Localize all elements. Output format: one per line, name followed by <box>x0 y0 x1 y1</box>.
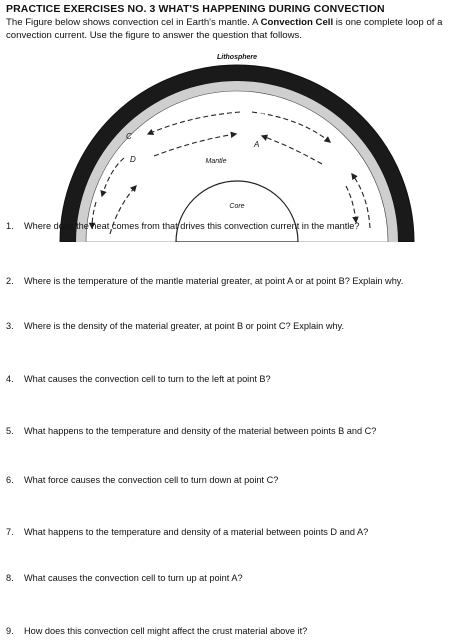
intro-text-1: The Figure below shows convection cel in Earth's mantle. A <box>6 17 261 28</box>
label-mantle: Mantle <box>205 158 227 165</box>
page-title: PRACTICE EXERCISES NO. 3 WHAT'S HAPPENING DURING CONVECTION <box>6 3 385 15</box>
intro-paragraph <box>6 16 470 42</box>
intro-text-2: is one complete loop of a convection current. Use the figure to answer the question that follows. <box>6 17 443 41</box>
question-6: 6. What force causes the convection cell to turn down at point C? <box>6 475 279 485</box>
label-b: B <box>259 110 265 119</box>
question-2: 2. Where is the temperature of the mantle material greater, at point A or at point B? Explain why. <box>6 276 404 286</box>
question-8: 8. What causes the convection cell to turn up at point A? <box>6 573 243 583</box>
question-3: 3. Where is the density of the material greater, at point B or point C? Explain why. <box>6 321 345 331</box>
label-lithosphere: Lithosphere <box>216 54 258 61</box>
question-5: 5. What happens to the temperature and density of the material between points B and C? <box>6 426 377 436</box>
label-a: A <box>254 140 260 149</box>
question-9: 9. How does this convection cell might affect the crust material above it? <box>6 626 308 636</box>
question-4: 4. What causes the convection cell to turn to the left at point B? <box>6 374 271 384</box>
question-7: 7. What happens to the temperature and density of a material between points D and A? <box>6 527 369 537</box>
label-c: C <box>126 132 132 141</box>
intro-bold-term: Convection Cell <box>260 17 334 28</box>
label-d: D <box>130 155 136 164</box>
question-1: 1. Where does the heat comes from that drives this convection current in the mantle? <box>6 221 360 231</box>
label-core: Core <box>229 203 245 210</box>
convection-figure <box>0 46 474 242</box>
